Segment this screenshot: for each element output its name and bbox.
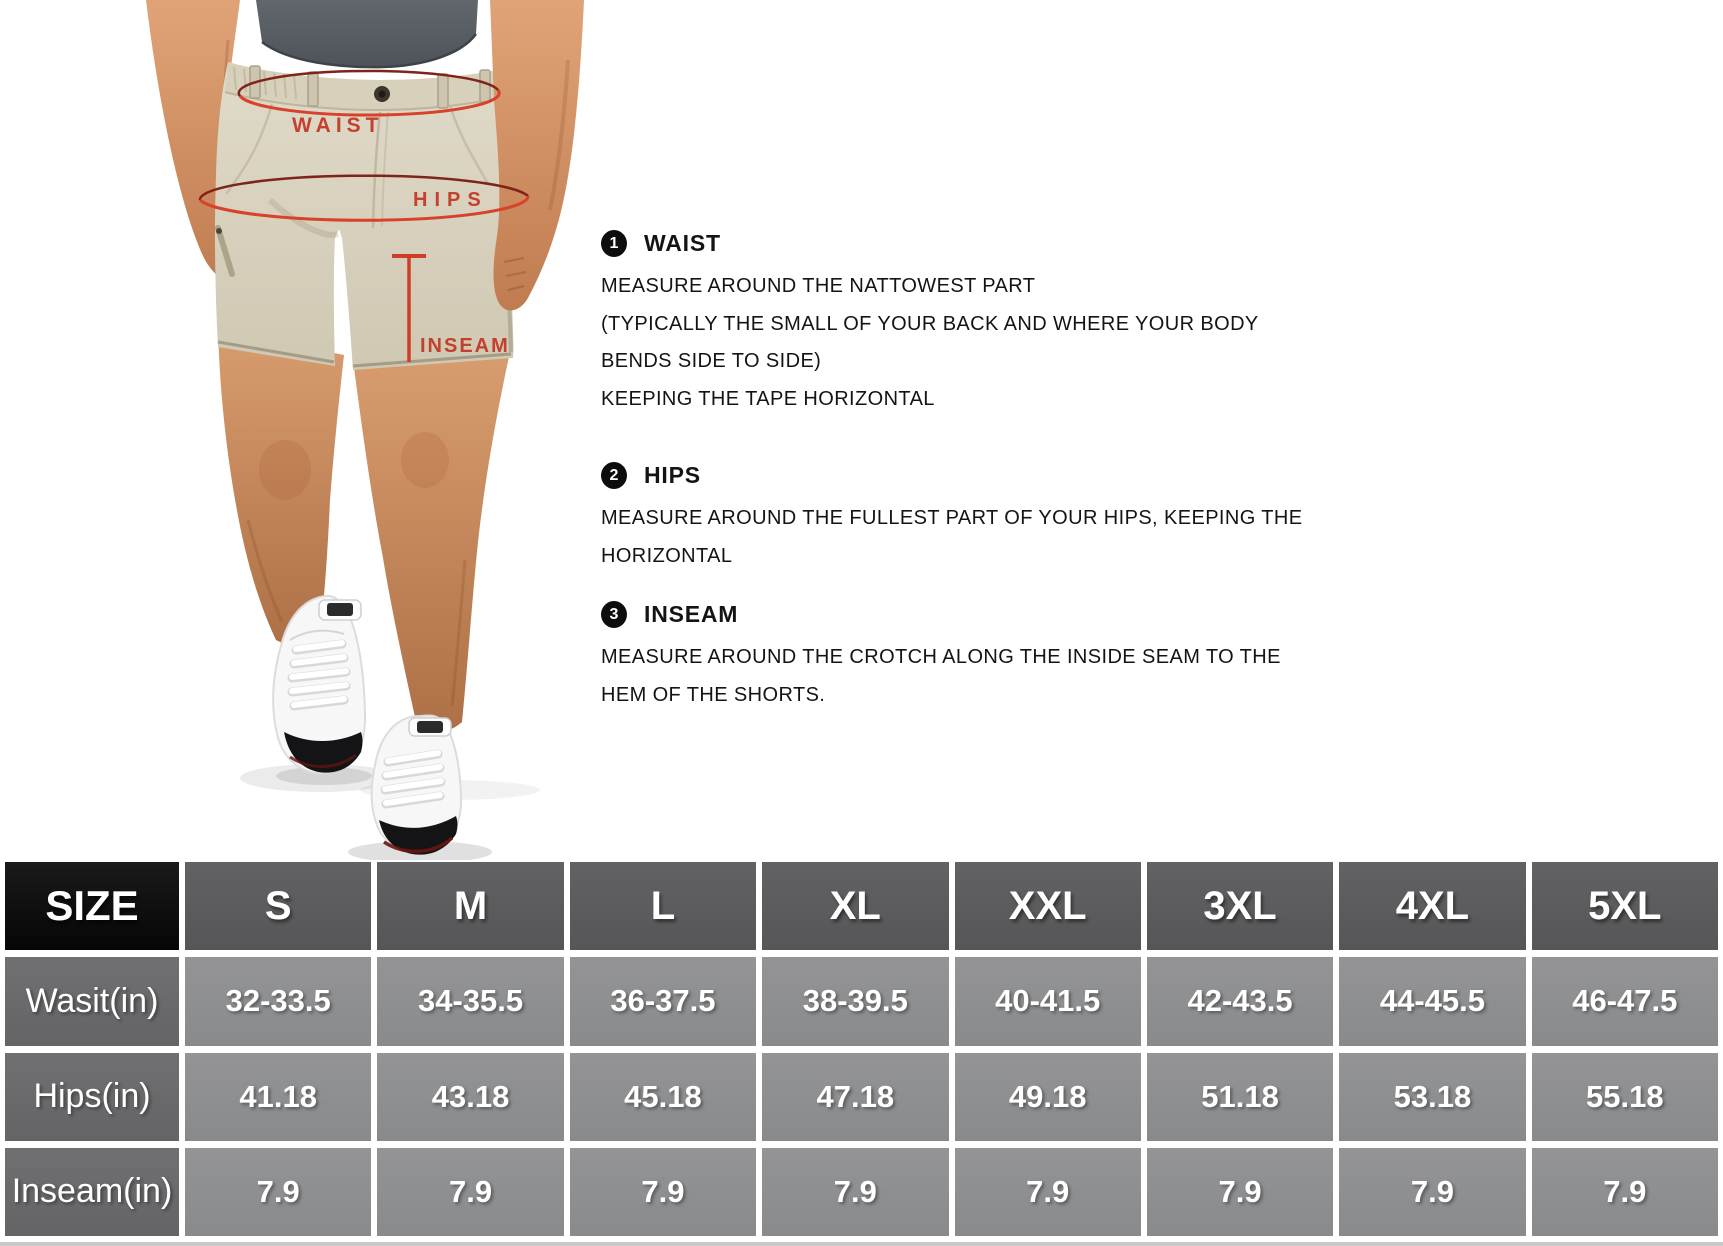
bottom-divider [0, 1242, 1723, 1246]
model-photo [120, 0, 600, 860]
size-table-corner-cell: SIZE [5, 862, 179, 950]
inseam-value: 7.9 [1147, 1148, 1333, 1236]
hips-value: 51.18 [1147, 1053, 1333, 1141]
instruction-line: KEEPING THE TAPE HORIZONTAL [601, 387, 935, 410]
instruction-waist-title: WAIST [644, 230, 721, 256]
waist-value: 36-37.5 [570, 957, 756, 1045]
instruction-line: MEASURE AROUND THE FULLEST PART OF YOUR HIPS, KEEPING THE [601, 507, 1303, 529]
row-label-hips: Hips(in) [5, 1053, 179, 1141]
hips-value: 53.18 [1339, 1053, 1525, 1141]
hips-stitch-label: HIPS [413, 189, 488, 211]
inseam-value: 7.9 [185, 1148, 371, 1236]
instruction-inseam [601, 601, 1421, 714]
instruction-inseam-heading [601, 601, 1421, 628]
instruction-hips [601, 462, 1421, 575]
instruction-hips-heading [601, 462, 1421, 489]
waist-value: 44-45.5 [1339, 957, 1525, 1045]
waist-value: 40-41.5 [955, 957, 1141, 1045]
waist-stitch-label: WAIST [292, 114, 384, 137]
waist-value: 32-33.5 [185, 957, 371, 1045]
waist-value: 46-47.5 [1532, 957, 1718, 1045]
instruction-line: BENDS SIDE TO SIDE) [601, 350, 822, 372]
instruction-waist-heading [601, 230, 1421, 257]
instruction-inseam-body [601, 639, 1421, 714]
model-illustration [120, 0, 600, 860]
row-label-inseam: Inseam(in) [5, 1148, 179, 1236]
size-table [5, 862, 1718, 1236]
header-cell-3xl: 3XL [1147, 862, 1333, 950]
instruction-inseam-title: INSEAM [644, 601, 739, 627]
instruction-line: HORIZONTAL [601, 544, 733, 567]
inseam-value: 7.9 [570, 1148, 756, 1236]
hips-value: 55.18 [1532, 1053, 1718, 1141]
instruction-hips-body [601, 500, 1421, 575]
measure-instructions [601, 230, 1421, 714]
step-1-badge: 1 [601, 230, 627, 257]
waist-value: 38-39.5 [762, 957, 948, 1045]
hips-value: 45.18 [570, 1053, 756, 1141]
header-cell-l: L [570, 862, 756, 950]
inseam-value: 7.9 [1339, 1148, 1525, 1236]
hips-value: 49.18 [955, 1053, 1141, 1141]
instruction-hips-title: HIPS [644, 462, 701, 488]
inseam-value: 7.9 [1532, 1148, 1718, 1236]
instruction-line: MEASURE AROUND THE NATTOWEST PART [601, 275, 1036, 297]
header-cell-5xl: 5XL [1532, 862, 1718, 950]
hips-value: 47.18 [762, 1053, 948, 1141]
right-arm [490, 0, 584, 310]
row-label-waist: Wasit(in) [5, 957, 179, 1045]
header-cell-4xl: 4XL [1339, 862, 1525, 950]
inseam-value: 7.9 [762, 1148, 948, 1236]
waist-value: 42-43.5 [1147, 957, 1333, 1045]
step-2-badge: 2 [601, 462, 627, 489]
hips-value: 43.18 [377, 1053, 563, 1141]
header-cell-xl: XL [762, 862, 948, 950]
instruction-waist [601, 230, 1421, 418]
right-shoe [372, 715, 461, 854]
step-3-badge: 3 [601, 601, 627, 628]
inseam-value: 7.9 [955, 1148, 1141, 1236]
header-cell-xxl: XXL [955, 862, 1141, 950]
legs [218, 330, 510, 732]
inseam-value: 7.9 [377, 1148, 563, 1236]
instruction-line: (TYPICALLY THE SMALL OF YOUR BACK AND WHERE YOUR BODY [601, 312, 1259, 335]
header-cell-m: M [377, 862, 563, 950]
instruction-line: HEM OF THE SHORTS. [601, 683, 826, 706]
header-cell-s: S [185, 862, 371, 950]
instruction-line: MEASURE AROUND THE CROTCH ALONG THE INSIDE SEAM TO THE [601, 646, 1281, 668]
waist-value: 34-35.5 [377, 957, 563, 1045]
instruction-waist-body [601, 268, 1421, 418]
inseam-stitch-label: INSEAM [420, 335, 510, 357]
hips-value: 41.18 [185, 1053, 371, 1141]
shirt [256, 0, 478, 67]
